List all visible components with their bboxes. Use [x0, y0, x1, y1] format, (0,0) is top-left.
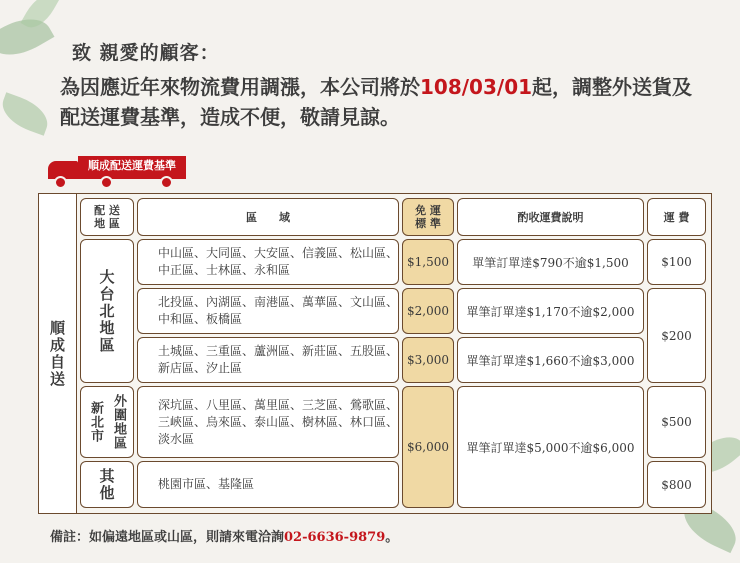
row-5-fee: $800	[647, 461, 706, 508]
footer-text: 備註：如偏遠地區或山區，則請來電洽詢	[50, 530, 285, 545]
header-threshold: 免 運 標 準	[402, 198, 454, 236]
row-1-areas: 中山區、大同區、大安區、信義區、松山區、中正區、士林區、永和區	[137, 239, 399, 285]
notice-text	[60, 72, 700, 132]
group-taipei: 大台北地區	[80, 239, 134, 383]
row-3-description: 單筆訂單達$1,660不逾$3,000	[457, 337, 644, 383]
header-zone: 配 送 地 區	[80, 198, 134, 236]
notice-after: 起，調整外送貨及配送運費基準，造成不便，敬請見諒。	[60, 75, 693, 129]
row-4-areas: 深坑區、八里區、萬里區、三芝區、鶯歌區、三峽區、烏來區、泰山區、樹林區、林口區、淡水區	[137, 386, 399, 458]
row-4-description: 單筆訂單達$5,000不逾$6,000	[457, 386, 644, 508]
row-4-threshold: $6,000	[402, 386, 454, 508]
row-2-fee: $200	[647, 288, 706, 383]
footer-phone[interactable]: 02-6636-9879	[284, 530, 386, 545]
notice-date: 108/03/01	[420, 75, 533, 99]
footer-note	[50, 526, 398, 545]
leaf-decoration	[0, 92, 53, 135]
truck-banner	[40, 153, 190, 187]
row-1-description: 單筆訂單達$790不逾$1,500	[457, 239, 644, 285]
notice-before: 為因應近年來物流費用調漲，本公司將於	[60, 75, 420, 99]
banner-label: 順成配送運費基準	[78, 156, 186, 176]
row-2-areas: 北投區、內湖區、南港區、萬華區、文山區、中和區、板橋區	[137, 288, 399, 334]
row-2-threshold: $2,000	[402, 288, 454, 334]
truck-wheel	[100, 176, 113, 189]
row-2-description: 單筆訂單達$1,170不逾$2,000	[457, 288, 644, 334]
row-3-areas: 土城區、三重區、蘆洲區、新莊區、五股區、新店區、汐止區	[137, 337, 399, 383]
truck-cab	[48, 161, 78, 176]
header-fee: 運 費	[647, 198, 706, 236]
greeting: 致 親愛的顧客：	[72, 42, 220, 64]
row-3-threshold: $3,000	[402, 337, 454, 383]
footer-end: 。	[385, 530, 399, 545]
brand-cell	[39, 194, 77, 513]
group-other: 其他	[80, 461, 134, 508]
header-description: 酌收運費說明	[457, 198, 644, 236]
header-area: 區 域	[137, 198, 399, 236]
truck-wheel	[54, 176, 67, 189]
group-newtaipei: 新北市 外圍地區	[80, 386, 134, 458]
truck-wheel	[160, 176, 173, 189]
row-1-threshold: $1,500	[402, 239, 454, 285]
brand-label: 順成自送	[48, 319, 66, 388]
shipping-table	[38, 193, 712, 514]
row-1-fee: $100	[647, 239, 706, 285]
row-4-fee: $500	[647, 386, 706, 458]
row-5-areas: 桃園市區、基隆區	[137, 461, 399, 508]
